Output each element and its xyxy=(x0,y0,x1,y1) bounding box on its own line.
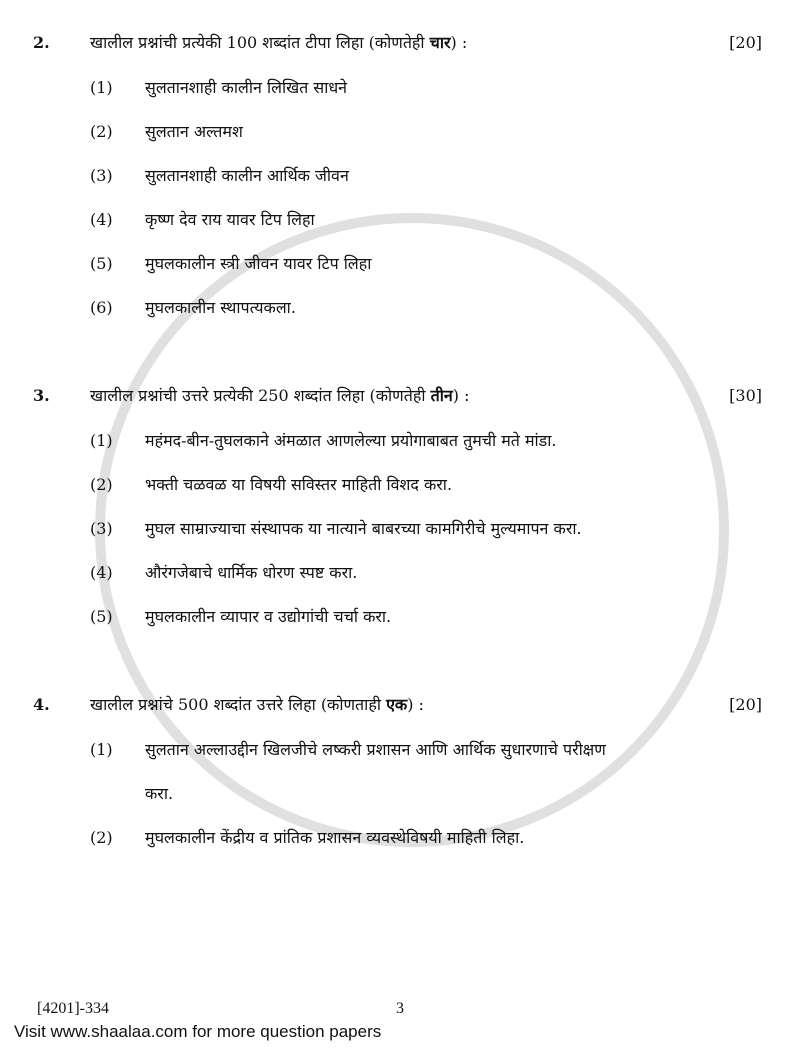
item-text: सुलतान अल्तमश xyxy=(145,122,243,141)
visit-link[interactable]: Visit www.shaalaa.com for more question papers xyxy=(14,1022,382,1041)
item-text: मुघलकालीन स्थापत्यकला. xyxy=(145,298,296,317)
item-number: (3) xyxy=(90,166,113,185)
question-header xyxy=(0,33,800,78)
page-number: 3 xyxy=(396,1000,404,1017)
item-text: मुघल साम्राज्याचा संस्थापक या नात्याने बाबरच्या कामगिरीचे मुल्यमापन करा. xyxy=(145,519,582,538)
item-number: (6) xyxy=(90,298,113,317)
item-number: (2) xyxy=(90,828,113,847)
question-marks: [20] xyxy=(729,695,762,714)
question-paper xyxy=(0,33,800,872)
item-text: मुघलकालीन केंद्रीय व प्रांतिक प्रशासन व्यवस्थेविषयी माहिती लिहा. xyxy=(145,828,525,847)
prompt-end: ) : xyxy=(452,386,470,405)
question-number: 3. xyxy=(33,386,50,405)
item-text: सुलतान अल्लाउद्दीन खिलजीचे लष्करी प्रशासन आणि आर्थिक सुधारणाचे परीक्षण xyxy=(145,740,606,759)
list-item xyxy=(0,607,800,651)
prompt-count: चार xyxy=(429,33,451,52)
item-text: कृष्ण देव राय यावर टिप लिहा xyxy=(145,210,315,229)
list-item xyxy=(0,254,800,298)
question-marks: [20] xyxy=(729,33,762,52)
paper-code: [4201]-334 xyxy=(37,1000,109,1017)
list-item xyxy=(0,210,800,254)
item-text: मुघलकालीन स्त्री जीवन यावर टिप लिहा xyxy=(145,254,372,273)
item-number: (3) xyxy=(90,519,113,538)
list-item xyxy=(0,78,800,122)
question-number: 2. xyxy=(33,33,50,52)
prompt-text: खालील प्रश्नांची प्रत्येकी 100 शब्दांत टीपा लिहा (कोणतेही xyxy=(90,33,430,52)
item-text: सुलतानशाही कालीन आर्थिक जीवन xyxy=(145,166,349,185)
prompt-count: एक xyxy=(386,695,408,714)
item-text: मुघलकालीन व्यापार व उद्योगांची चर्चा करा. xyxy=(145,607,392,626)
item-number: (5) xyxy=(90,607,113,626)
list-item xyxy=(0,519,800,563)
prompt-count: तीन xyxy=(430,386,453,405)
list-item xyxy=(0,122,800,166)
question-prompt xyxy=(90,695,729,715)
item-text: भक्ती चळवळ या विषयी सविस्तर माहिती विशद करा. xyxy=(145,475,453,494)
item-text-continued: करा. xyxy=(145,784,174,803)
prompt-text: खालील प्रश्नांचे 500 शब्दांत उत्तरे लिहा (कोणताही xyxy=(90,695,387,714)
item-number: (1) xyxy=(90,740,113,759)
prompt-end: ) : xyxy=(407,695,424,714)
prompt-text: खालील प्रश्नांची उत्तरे प्रत्येकी 250 शब्दांत लिहा (कोणतेही xyxy=(90,386,431,405)
item-number: (1) xyxy=(90,431,113,450)
list-item xyxy=(0,563,800,607)
item-number: (2) xyxy=(90,122,113,141)
question-header xyxy=(0,386,800,431)
item-text: सुलतानशाही कालीन लिखित साधने xyxy=(145,78,348,97)
item-text: औरंगजेबाचे धार्मिक धोरण स्पष्ट करा. xyxy=(145,563,358,582)
item-text: महंमद-बीन-तुघलकाने अंमळात आणलेल्या प्रयोगाबाबत तुमची मते मांडा. xyxy=(145,431,557,450)
question-3 xyxy=(0,386,800,651)
question-marks: [30] xyxy=(729,386,762,405)
list-item xyxy=(0,828,800,872)
question-4 xyxy=(0,695,800,872)
item-number: (4) xyxy=(90,210,113,229)
prompt-end: ) : xyxy=(450,33,468,52)
list-item xyxy=(0,298,800,342)
question-2 xyxy=(0,33,800,342)
list-item xyxy=(0,166,800,210)
list-item xyxy=(0,740,800,784)
question-number: 4. xyxy=(33,695,50,714)
question-header xyxy=(0,695,800,740)
list-item xyxy=(0,431,800,475)
question-prompt xyxy=(90,386,729,406)
item-number: (2) xyxy=(90,475,113,494)
question-prompt xyxy=(90,33,729,53)
item-number: (4) xyxy=(90,563,113,582)
item-number: (1) xyxy=(90,78,113,97)
list-item-continued xyxy=(0,784,800,828)
item-number: (5) xyxy=(90,254,113,273)
list-item xyxy=(0,475,800,519)
